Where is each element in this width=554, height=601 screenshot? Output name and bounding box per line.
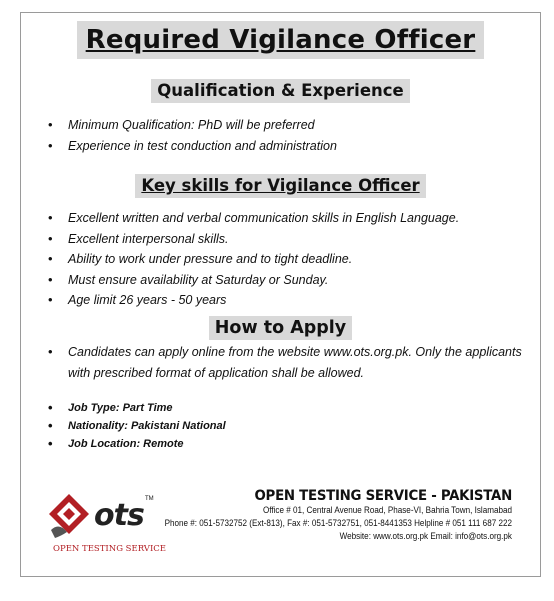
ots-emblem-icon (47, 492, 95, 542)
logo-subtitle: OPEN TESTING SERVICE (53, 544, 167, 554)
logo-tm: TM (145, 496, 154, 502)
skills-list (48, 208, 526, 311)
job-advertisement (20, 12, 541, 577)
nationality: • Nationality: Pakistani National (48, 417, 526, 435)
list-item: • Excellent written and verbal communication skills in English Language. (48, 208, 526, 229)
list-item: • Must ensure availability at Saturday or Sunday. (48, 270, 526, 291)
organization-info (126, 488, 512, 543)
qualification-list (48, 115, 526, 156)
page-title: Required Vigilance Officer (77, 21, 485, 59)
title-wrap (21, 21, 540, 59)
skills-heading: Key skills for Vigilance Officer (135, 174, 425, 198)
footer (21, 476, 540, 576)
list-item: • Excellent interpersonal skills. (48, 229, 526, 250)
apply-heading: How to Apply (209, 316, 352, 340)
logo-text: ots (94, 498, 144, 533)
list-item: • Candidates can apply online from the website www.ots.org.pk. Only the applicants with prescribed format of application shall be allowed. (48, 342, 526, 383)
job-type: • Job Type: Part Time (48, 399, 526, 417)
job-location: • Job Location: Remote (48, 435, 526, 453)
org-name: OPEN TESTING SERVICE - PAKISTAN (254, 488, 512, 504)
org-web: Website: www.ots.org.pk Email: info@ots.org.pk (339, 531, 512, 541)
list-item: • Age limit 26 years - 50 years (48, 290, 526, 311)
list-item: • Ability to work under pressure and to tight deadline. (48, 249, 526, 270)
qualification-heading: Qualification & Experience (151, 79, 410, 103)
list-item: • Experience in test conduction and administration (48, 136, 526, 157)
apply-heading-wrap (21, 316, 540, 340)
qualification-heading-wrap (21, 79, 540, 103)
list-item: • Minimum Qualification: PhD will be preferred (48, 115, 526, 136)
org-address: Office # 01, Central Avenue Road, Phase-VI, Bahria Town, Islamabad (262, 505, 512, 515)
org-phones: Phone #: 051-5732752 (Ext-813), Fax #: 051-5732751, 051-8441353 Helpline # 051 111 687 222 (164, 518, 512, 528)
skills-heading-wrap (21, 174, 540, 198)
job-details-list (48, 399, 526, 453)
apply-list (48, 342, 526, 383)
